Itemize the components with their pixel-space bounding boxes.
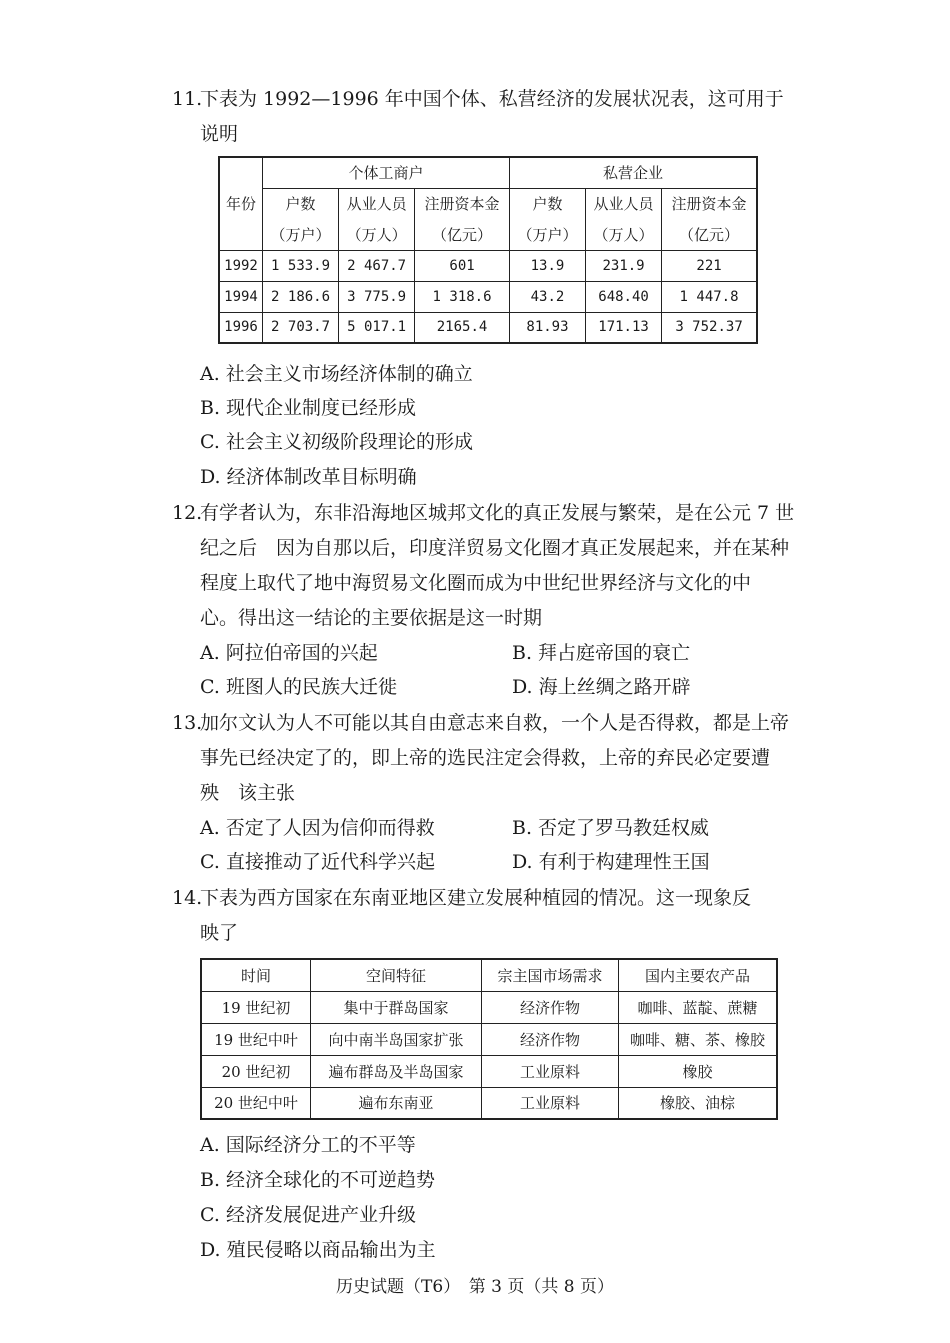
group-header: 私营企业 bbox=[509, 157, 757, 188]
table-cell: 1994 bbox=[219, 281, 263, 312]
question-text-line: 心。得出这一结论的主要依据是这一时期 bbox=[200, 607, 543, 629]
table-cell: 20 世纪中叶 bbox=[201, 1087, 311, 1119]
table-cell: 231.9 bbox=[586, 250, 662, 281]
question-14 bbox=[172, 881, 778, 951]
table-row bbox=[219, 312, 757, 343]
table-cell: 1 318.6 bbox=[415, 281, 510, 312]
table-cell: 171.13 bbox=[586, 312, 662, 343]
table-cell: 3 775.9 bbox=[339, 281, 415, 312]
group-header: 个体工商户 bbox=[263, 157, 510, 188]
question-text-line: 映了 bbox=[200, 922, 239, 944]
column-header: 国内主要农产品 bbox=[619, 959, 778, 991]
table-cell: 2 703.7 bbox=[263, 312, 339, 343]
table-cell: 648.40 bbox=[586, 281, 662, 312]
option-d[interactable]: D. 殖民侵略以商品输出为主 bbox=[200, 1239, 436, 1261]
option-c[interactable]: C. 经济发展促进产业升级 bbox=[200, 1204, 416, 1226]
option-b[interactable]: B. 经济全球化的不可逆趋势 bbox=[200, 1169, 436, 1191]
table-row bbox=[201, 1087, 777, 1119]
column-unit: （亿元） bbox=[415, 219, 510, 250]
question-text-line: 加尔文认为人不可能以其自由意志来自救，一个人是否得救，都是上帝 bbox=[200, 712, 790, 734]
option-b[interactable]: B. 否定了罗马教廷权威 bbox=[512, 817, 710, 839]
option-d[interactable]: D. 有利于构建理性王国 bbox=[512, 851, 710, 873]
column-unit: （万人） bbox=[339, 219, 415, 250]
column-unit: （万人） bbox=[586, 219, 662, 250]
question-12 bbox=[172, 496, 795, 636]
page-footer: 历史试题（T6） 第 3 页（共 8 页） bbox=[336, 1277, 614, 1297]
column-header: 从业人员 bbox=[586, 188, 662, 219]
table-cell: 1996 bbox=[219, 312, 263, 343]
table-cell: 81.93 bbox=[509, 312, 585, 343]
question-text-line: 说明 bbox=[200, 123, 239, 145]
column-unit: （万户） bbox=[509, 219, 585, 250]
option-a[interactable]: A. 国际经济分工的不平等 bbox=[200, 1134, 416, 1156]
table-cell: 咖啡、蓝靛、蔗糖 bbox=[619, 991, 778, 1023]
column-header: 从业人员 bbox=[339, 188, 415, 219]
table-cell: 集中于群岛国家 bbox=[311, 991, 482, 1023]
question-number: 11. bbox=[172, 88, 203, 110]
column-header: 注册资本金 bbox=[662, 188, 757, 219]
option-c[interactable]: C. 直接推动了近代科学兴起 bbox=[200, 851, 435, 873]
option-a[interactable]: A. 社会主义市场经济体制的确立 bbox=[200, 363, 473, 385]
option-b[interactable]: B. 现代企业制度已经形成 bbox=[200, 397, 417, 419]
table-cell: 601 bbox=[415, 250, 510, 281]
table-cell: 向中南半岛国家扩张 bbox=[311, 1023, 482, 1055]
table-row bbox=[201, 1023, 777, 1055]
table-cell: 2 467.7 bbox=[339, 250, 415, 281]
table-cell: 1 533.9 bbox=[263, 250, 339, 281]
column-header: 户数 bbox=[509, 188, 585, 219]
table-cell: 经济作物 bbox=[482, 991, 619, 1023]
question-text-line: 下表为西方国家在东南亚地区建立发展种植园的情况。这一现象反 bbox=[200, 887, 752, 909]
table-cell: 19 世纪初 bbox=[201, 991, 311, 1023]
question-text-line: 殃 该主张 bbox=[200, 782, 296, 804]
question-number: 13. bbox=[172, 712, 203, 734]
option-a[interactable]: A. 阿拉伯帝国的兴起 bbox=[200, 642, 378, 664]
question-text-line: 事先已经决定了的，即上帝的选民注定会得救，上帝的弃民必定要遭 bbox=[200, 747, 771, 769]
question-text-line: 纪之后 因为自那以后，印度洋贸易文化圈才真正发展起来，并在某种 bbox=[200, 537, 790, 559]
question-text-line: 程度上取代了地中海贸易文化圈而成为中世纪世界经济与文化的中 bbox=[200, 572, 752, 594]
plantation-table bbox=[200, 958, 778, 1120]
option-d[interactable]: D. 海上丝绸之路开辟 bbox=[512, 676, 691, 698]
table-cell: 5 017.1 bbox=[339, 312, 415, 343]
table-row bbox=[219, 250, 757, 281]
table-cell: 橡胶 bbox=[619, 1055, 778, 1087]
question-number: 14. bbox=[172, 887, 203, 909]
table-row bbox=[201, 1055, 777, 1087]
column-header: 户数 bbox=[263, 188, 339, 219]
option-c[interactable]: C. 社会主义初级阶段理论的形成 bbox=[200, 431, 473, 453]
economy-table bbox=[218, 156, 758, 344]
option-b[interactable]: B. 拜占庭帝国的衰亡 bbox=[512, 642, 691, 664]
table-cell: 咖啡、糖、茶、橡胶 bbox=[619, 1023, 778, 1055]
year-header: 年份 bbox=[219, 157, 263, 250]
table-cell: 工业原料 bbox=[482, 1055, 619, 1087]
option-d[interactable]: D. 经济体制改革目标明确 bbox=[200, 466, 417, 488]
option-a[interactable]: A. 否定了人因为信仰而得救 bbox=[200, 817, 435, 839]
table-cell: 13.9 bbox=[509, 250, 585, 281]
table-cell: 2 186.6 bbox=[263, 281, 339, 312]
table-cell: 遍布东南亚 bbox=[311, 1087, 482, 1119]
question-text-line: 有学者认为，东非沿海地区城邦文化的真正发展与繁荣，是在公元 7 世 bbox=[200, 502, 795, 524]
question-13 bbox=[172, 706, 790, 811]
question-text-line: 下表为 1992—1996 年中国个体、私营经济的发展状况表，这可用于 bbox=[200, 88, 784, 110]
table-cell: 橡胶、油棕 bbox=[619, 1087, 778, 1119]
column-unit: （万户） bbox=[263, 219, 339, 250]
option-c[interactable]: C. 班图人的民族大迁徙 bbox=[200, 676, 397, 698]
table-row bbox=[219, 281, 757, 312]
table-cell: 1992 bbox=[219, 250, 263, 281]
table-cell: 3 752.37 bbox=[662, 312, 757, 343]
table-cell: 221 bbox=[662, 250, 757, 281]
question-number: 12. bbox=[172, 502, 203, 524]
table-row bbox=[201, 991, 777, 1023]
table-cell: 1 447.8 bbox=[662, 281, 757, 312]
column-header: 空间特征 bbox=[311, 959, 482, 991]
table-cell: 19 世纪中叶 bbox=[201, 1023, 311, 1055]
column-header: 注册资本金 bbox=[415, 188, 510, 219]
column-unit: （亿元） bbox=[662, 219, 757, 250]
table-cell: 20 世纪初 bbox=[201, 1055, 311, 1087]
table-cell: 经济作物 bbox=[482, 1023, 619, 1055]
table-cell: 2165.4 bbox=[415, 312, 510, 343]
table-cell: 43.2 bbox=[509, 281, 585, 312]
question-11 bbox=[172, 82, 784, 152]
column-header: 宗主国市场需求 bbox=[482, 959, 619, 991]
table-cell: 遍布群岛及半岛国家 bbox=[311, 1055, 482, 1087]
table-cell: 工业原料 bbox=[482, 1087, 619, 1119]
column-header: 时间 bbox=[201, 959, 311, 991]
